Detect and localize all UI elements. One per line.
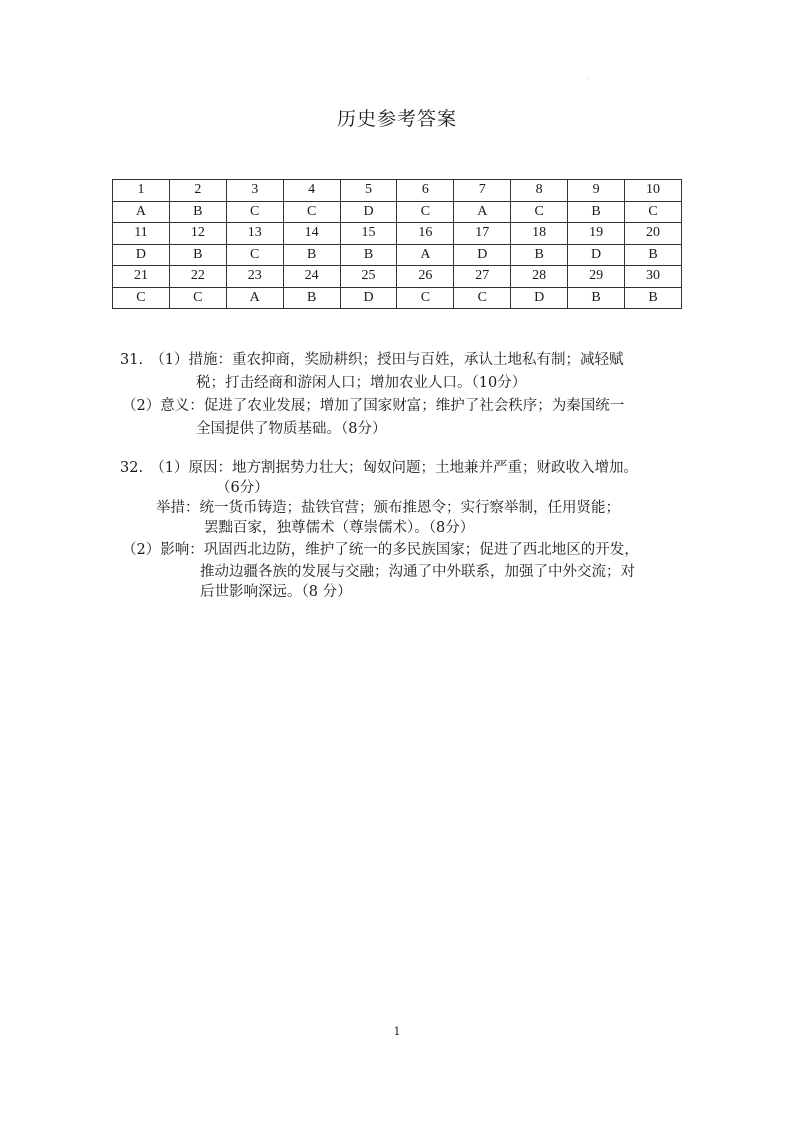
question-number-cell: 16	[397, 223, 454, 245]
answer-cell: B	[169, 201, 226, 223]
question-number-cell: 21	[113, 266, 170, 288]
question-number-cell: 23	[226, 266, 283, 288]
q32-line-7: 后世影响深远。（8 分）	[200, 584, 352, 600]
answer-cell: C	[454, 287, 511, 309]
answer-cell: B	[568, 201, 625, 223]
answer-row	[113, 244, 682, 266]
question-number-cell: 1	[113, 180, 170, 202]
answer-row	[113, 287, 682, 309]
answer-cell: B	[625, 244, 682, 266]
answer-cell: B	[625, 287, 682, 309]
question-number-row	[113, 223, 682, 245]
q32-line-5: （2）影响：巩固西北边防，维护了统一的多民族国家；促进了西北地区的开发，	[122, 542, 639, 558]
answer-cell: B	[511, 244, 568, 266]
question-number-cell: 9	[568, 180, 625, 202]
question-number-cell: 26	[397, 266, 454, 288]
answer-key-table	[112, 179, 682, 309]
page-title: 历史参考答案	[336, 108, 457, 130]
answer-cell: A	[226, 287, 283, 309]
answer-row	[113, 201, 682, 223]
answer-cell: C	[625, 201, 682, 223]
answer-cell: C	[397, 201, 454, 223]
answer-cell: C	[169, 287, 226, 309]
q32-line-3: 举措：统一货币铸造；盐铁官营；颁布推恩令；实行察举制，任用贤能；	[156, 500, 620, 516]
q32-line-4: 罢黜百家，独尊儒术（尊崇儒术）。（8分）	[204, 520, 475, 536]
q32-line-1: 32. （1）原因：地方割据势力壮大；匈奴问题；土地兼并严重；财政收入增加。	[120, 460, 639, 476]
answer-cell: C	[113, 287, 170, 309]
answer-cell: B	[283, 244, 340, 266]
question-number-cell: 19	[568, 223, 625, 245]
question-number-row	[113, 266, 682, 288]
answer-cell: D	[340, 287, 397, 309]
question-number-cell: 13	[226, 223, 283, 245]
question-number-cell: 29	[568, 266, 625, 288]
question-number-cell: 4	[283, 180, 340, 202]
q32-line-2: （6分）	[216, 480, 269, 496]
answer-cell: D	[568, 244, 625, 266]
answer-cell: B	[340, 244, 397, 266]
question-number-cell: 17	[454, 223, 511, 245]
question-number-cell: 6	[397, 180, 454, 202]
q31-line-4: 全国提供了物质基础。（8分）	[196, 421, 387, 437]
answer-cell: C	[226, 201, 283, 223]
question-number-cell: 8	[511, 180, 568, 202]
q31-line-2: 税；打击经商和游闲人口；增加农业人口。（10分）	[196, 375, 527, 391]
corner-mark: ·	[588, 76, 590, 83]
answer-cell: A	[113, 201, 170, 223]
answer-cell: A	[397, 244, 454, 266]
answer-cell: A	[454, 201, 511, 223]
answer-cell: B	[568, 287, 625, 309]
answer-cell: D	[340, 201, 397, 223]
question-number-cell: 20	[625, 223, 682, 245]
question-number-cell: 15	[340, 223, 397, 245]
question-number-row	[113, 180, 682, 202]
question-number-cell: 12	[169, 223, 226, 245]
question-number-cell: 25	[340, 266, 397, 288]
question-number-cell: 3	[226, 180, 283, 202]
answer-cell: D	[454, 244, 511, 266]
question-number-cell: 5	[340, 180, 397, 202]
question-number-cell: 14	[283, 223, 340, 245]
answer-cell: C	[283, 201, 340, 223]
answer-cell: C	[226, 244, 283, 266]
q31-line-3: （2）意义：促进了农业发展；增加了国家财富；维护了社会秩序；为秦国统一	[122, 398, 625, 414]
question-number-cell: 18	[511, 223, 568, 245]
question-number-cell: 7	[454, 180, 511, 202]
answer-cell: D	[113, 244, 170, 266]
question-number-cell: 27	[454, 266, 511, 288]
answer-cell: B	[283, 287, 340, 309]
question-number-cell: 22	[169, 266, 226, 288]
page-number: 1	[393, 1025, 401, 1038]
question-number-cell: 28	[511, 266, 568, 288]
q32-line-6: 推动边疆各族的发展与交融；沟通了中外联系，加强了中外交流；对	[200, 564, 635, 580]
question-number-cell: 24	[283, 266, 340, 288]
answer-cell: C	[397, 287, 454, 309]
question-number-cell: 11	[113, 223, 170, 245]
answer-cell: C	[511, 201, 568, 223]
answer-cell: B	[169, 244, 226, 266]
question-number-cell: 2	[169, 180, 226, 202]
question-number-cell: 30	[625, 266, 682, 288]
answer-cell: D	[511, 287, 568, 309]
q31-line-1: 31. （1）措施：重农抑商，奖励耕织；授田与百姓，承认土地私有制；减轻赋	[120, 352, 624, 368]
question-number-cell: 10	[625, 180, 682, 202]
